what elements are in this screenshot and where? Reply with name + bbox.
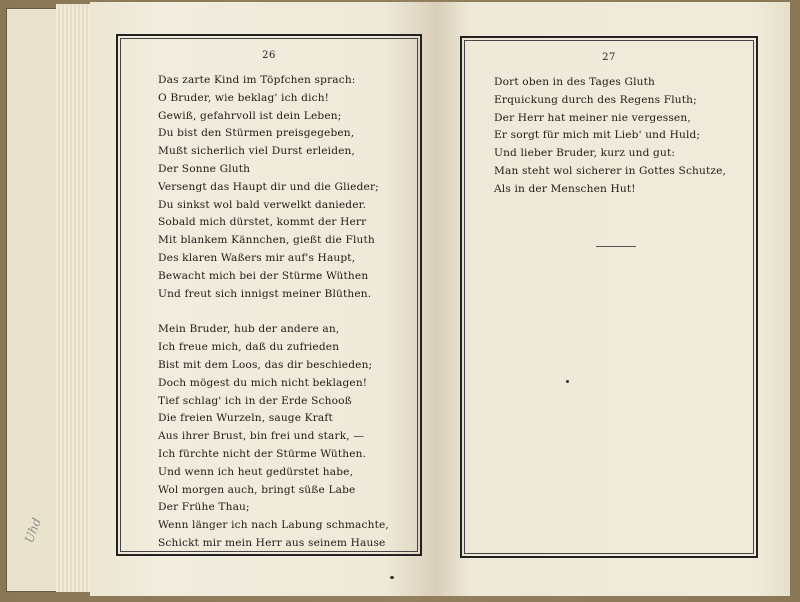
right-page bbox=[436, 2, 790, 596]
verse-line: Wenn länger ich nach Labung schmachte, bbox=[158, 519, 389, 532]
verse-line: Doch mögest du mich nicht beklagen! bbox=[158, 376, 368, 389]
verse-line: Versengt das Haupt dir und die Glieder; bbox=[158, 180, 379, 193]
verse-line: O Bruder, wie beklag' ich dich! bbox=[158, 91, 330, 104]
poem-text-right bbox=[462, 74, 756, 199]
verse-line: Du sinkst wol bald verwelkt danieder. bbox=[158, 198, 367, 211]
verse-line: Sobald mich dürstet, kommt der Herr bbox=[158, 216, 367, 229]
left-page bbox=[90, 2, 436, 596]
verse-line: Aus ihrer Brust, bin frei und stark, — bbox=[158, 430, 365, 443]
verse-line: Wol morgen auch, bringt süße Labe bbox=[158, 483, 356, 496]
printer-mark bbox=[390, 576, 394, 579]
verse-line: Und lieber Bruder, kurz und gut: bbox=[494, 147, 676, 160]
verse-line: Mit blankem Kännchen, gießt die Fluth bbox=[158, 234, 375, 247]
verse-line: Ich fürchte nicht der Stürme Wüthen. bbox=[158, 447, 367, 460]
verse-line: Bist mit dem Loos, das dir beschieden; bbox=[158, 358, 373, 371]
verse-line: Als in der Menschen Hut! bbox=[494, 182, 636, 195]
verse-line: Dort oben in des Tages Gluth bbox=[494, 76, 655, 88]
stanza-break bbox=[158, 303, 420, 321]
verse-line: Und wenn ich heut gedürstet habe, bbox=[158, 465, 354, 478]
verse-line: Der Frühe Thau; bbox=[158, 501, 250, 514]
verse-line: Mußt sicherlich viel Durst erleiden, bbox=[158, 145, 356, 158]
verse-line: Tief schlag' ich in der Erde Schooß bbox=[158, 394, 352, 407]
verse-line: Er sorgt für mich mit Lieb' und Huld; bbox=[494, 129, 701, 142]
end-rule bbox=[596, 246, 636, 247]
verse-line: Das zarte Kind im Töpfchen sprach: bbox=[158, 74, 356, 86]
verse-line: Die freien Wurzeln, sauge Kraft bbox=[158, 412, 333, 425]
verse-line: Und freut sich innigst meiner Blüthen. bbox=[158, 287, 372, 300]
left-page-border bbox=[116, 34, 422, 556]
verse-line: Der Herr hat meiner nie vergessen, bbox=[494, 111, 691, 124]
ink-speck bbox=[566, 380, 569, 383]
verse-line: Gewiß, gefahrvoll ist dein Leben; bbox=[158, 109, 342, 122]
poem-text-left bbox=[118, 72, 420, 553]
verse-line: Ich freue mich, daß du zufrieden bbox=[158, 341, 340, 354]
right-page-border bbox=[460, 36, 758, 558]
verse-line: Der Sonne Gluth bbox=[158, 162, 251, 175]
page-number: 26 bbox=[262, 50, 276, 61]
page-number: 27 bbox=[602, 52, 616, 63]
verse-line: Erquickung durch des Regens Fluth; bbox=[494, 93, 697, 106]
verse-line: Des klaren Waßers mir auf's Haupt, bbox=[158, 251, 356, 264]
verse-line: Schickt mir mein Herr aus seinem Hause bbox=[158, 536, 386, 549]
verse-line: Bewacht mich bei der Stürme Wüthen bbox=[158, 269, 369, 282]
verse-line: Man steht wol sicherer in Gottes Schutze, bbox=[494, 164, 727, 177]
margin-note: Uhd bbox=[22, 516, 44, 545]
verse-line: Du bist den Stürmen preisgegeben, bbox=[158, 127, 355, 140]
verse-line: Mein Bruder, hub der andere an, bbox=[158, 323, 340, 336]
